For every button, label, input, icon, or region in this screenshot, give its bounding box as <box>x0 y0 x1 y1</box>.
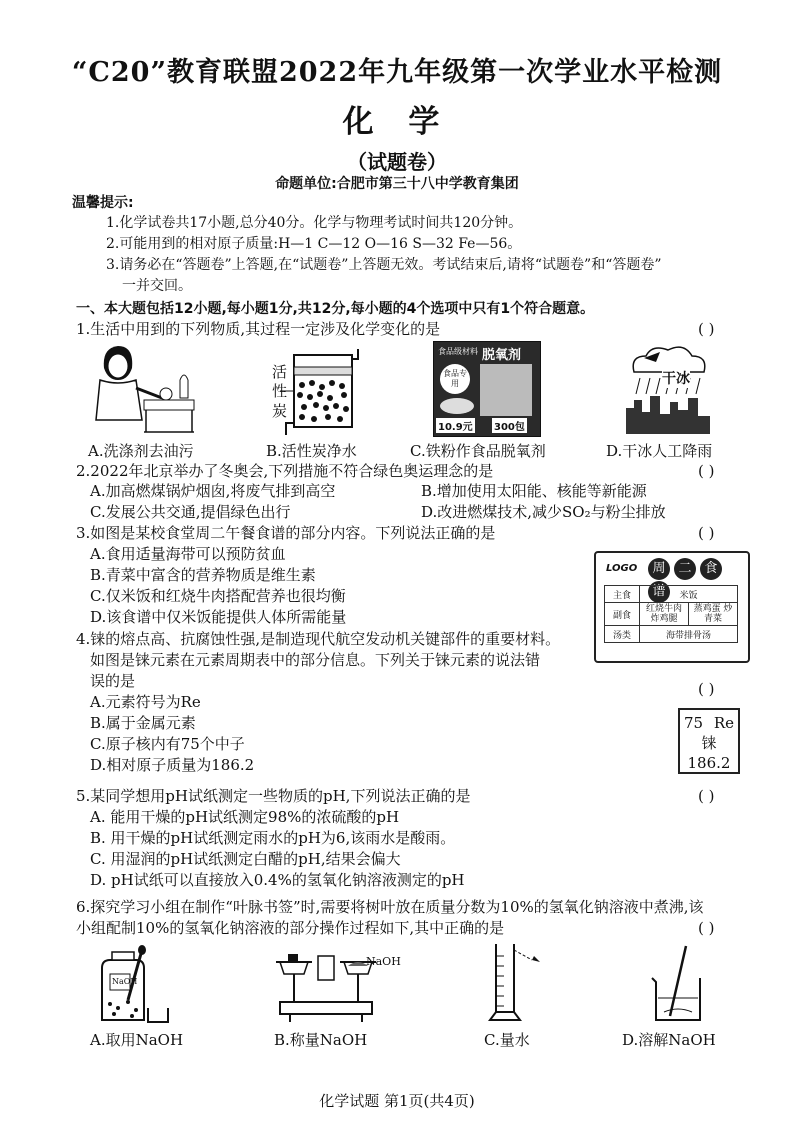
measuring-cylinder-figure <box>488 940 548 1026</box>
menu-cell: 蒸鸡蛋 炒青菜 <box>689 603 738 626</box>
q1-option: B.活性炭净水 <box>266 442 357 460</box>
paper-type: （试题卷） <box>347 150 447 174</box>
menu-row <box>605 626 738 643</box>
bottle-label: NaOH <box>112 977 138 986</box>
atomic-number: 75 <box>684 714 704 732</box>
q5-option: A. 能用干燥的pH试纸测定98%的浓硫酸的pH <box>90 808 400 826</box>
q4-stem: 误的是 <box>90 672 136 690</box>
q6-option: A.取用NaOH <box>90 1031 184 1049</box>
q4-stem: 如图是铼元素在元素周期表中的部分信息。下列关于铼元素的说法错 <box>90 651 541 669</box>
q1-option: A.洗涤剂去油污 <box>88 442 194 460</box>
menu-row <box>605 586 738 603</box>
q4-stem: 4.铼的熔点高、抗腐蚀性强,是制造现代航空发动机关键部件的重要材料。 <box>76 630 561 648</box>
menu-card <box>594 551 750 663</box>
q4-option: B.属于金属元素 <box>90 714 196 732</box>
section-heading: 一、本大题包括12小题,每小题1分,共12分,每小题的4个选项中只有1个符合题意。 <box>76 301 595 317</box>
answer-paren: ( ) <box>698 320 715 338</box>
q2-option: B.增加使用太阳能、核能等新能源 <box>421 482 647 500</box>
q6-option: C.量水 <box>484 1031 530 1049</box>
element-name: 铼 <box>701 734 717 752</box>
deoxidizer-packet <box>433 341 541 437</box>
balance-label: NaOH <box>366 955 401 968</box>
menu-cell: 副食 <box>605 603 640 626</box>
q1-option: C.铁粉作食品脱氧剂 <box>410 442 546 460</box>
answer-paren: ( ) <box>698 680 715 698</box>
answer-paren: ( ) <box>698 462 715 480</box>
q5-option: D. pH试纸可以直接放入0.4%的氢氧化钠溶液测定的pH <box>90 871 465 889</box>
answer-paren: ( ) <box>698 524 715 542</box>
page-footer: 化学试题 第1页(共4页) <box>319 1092 475 1110</box>
q4-option: C.原子核内有75个中子 <box>90 735 245 753</box>
element-symbol: Re <box>713 714 735 732</box>
tip-item: 1.化学试卷共17小题,总分40分。化学与物理考试时间共120分钟。 <box>106 215 523 231</box>
q6-stem: 小组配制10%的氢氧化钠溶液的部分操作过程如下,其中正确的是 <box>76 919 505 937</box>
packet-badge: 食品专用 <box>440 364 470 394</box>
answer-paren: ( ) <box>698 919 715 937</box>
q6-option: B.称量NaOH <box>274 1031 368 1049</box>
q1-option: D.干冰人工降雨 <box>606 442 713 460</box>
carbon-label: 活 <box>272 363 288 381</box>
menu-cell: 红烧牛肉 炸鸡腿 <box>640 603 689 626</box>
q5-option: C. 用湿润的pH试纸测定白醋的pH,结果会偏大 <box>90 850 401 868</box>
packet-name: 脱氧剂 <box>482 348 522 363</box>
washing-figure <box>84 340 202 435</box>
carbon-label: 性 <box>272 382 288 400</box>
dry-ice-rain-figure <box>626 342 710 434</box>
answer-paren: ( ) <box>698 787 715 805</box>
q2-option: C.发展公共交通,提倡绿色出行 <box>90 503 291 521</box>
menu-cell: 海带排骨汤 <box>640 626 738 643</box>
menu-title-char: 谱 <box>648 581 670 603</box>
menu-cell: 米饭 <box>640 586 738 603</box>
dry-ice-label: 干冰 <box>662 371 690 387</box>
q3-option: D.该食谱中仅米饭能提供人体所需能量 <box>90 608 347 626</box>
subject-title: 化 学 <box>342 104 452 140</box>
q4-option: D.相对原子质量为186.2 <box>90 756 255 774</box>
tip-item: 2.可能用到的相对原子质量:H—1 C—12 O—16 S—32 Fe—56。 <box>106 236 522 252</box>
q6-option: D.溶解NaOH <box>622 1031 716 1049</box>
q4-option: A.元素符号为Re <box>90 693 201 711</box>
packet-count: 300包 <box>492 418 527 433</box>
exam-title: “C20”教育联盟2022年九年级第一次学业水平检测 <box>71 57 723 88</box>
beaker-figure <box>648 942 712 1026</box>
element-card <box>678 708 740 774</box>
menu-title-char: 周 <box>648 558 670 580</box>
q2-option: A.加高燃煤锅炉烟囱,将废气排到高空 <box>90 482 336 500</box>
menu-title-char: 食 <box>700 558 722 580</box>
carbon-label: 炭 <box>272 402 288 420</box>
q5-stem: 5.某同学想用pH试纸测定一些物质的pH,下列说法正确的是 <box>76 787 471 805</box>
q3-stem: 3.如图是某校食堂周二午餐食谱的部分内容。下列说法正确的是 <box>76 524 496 542</box>
q3-option: C.仅米饭和红烧牛肉搭配营养也很均衡 <box>90 587 346 605</box>
menu-logo: LOGO <box>606 563 638 574</box>
menu-title-char: 二 <box>674 558 696 580</box>
atomic-mass: 186.2 <box>687 754 731 772</box>
menu-row <box>605 603 738 626</box>
q5-option: B. 用干燥的pH试纸测定雨水的pH为6,该雨水是酸雨。 <box>90 829 456 847</box>
tips-heading: 温馨提示: <box>72 195 134 211</box>
q1-stem: 1.生活中用到的下列物质,其过程一定涉及化学变化的是 <box>76 320 441 338</box>
q3-option: B.青菜中富含的营养物质是维生素 <box>90 566 316 584</box>
q6-stem: 6.探究学习小组在制作“叶脉书签”时,需要将树叶放在质量分数为10%的氢氧化钠溶液中煮沸,该 <box>76 898 704 916</box>
q2-option: D.改进燃煤技术,减少SO₂与粉尘排放 <box>421 503 666 521</box>
q3-option: A.食用适量海带可以预防贫血 <box>90 545 286 563</box>
menu-table <box>604 585 738 643</box>
packet-top-label: 食品级材料 <box>438 347 478 356</box>
tip-item: 3.请务必在“答题卷”上答题,在“试题卷”上答题无效。考试结束后,请将“试题卷”和“答题卷” <box>106 257 662 273</box>
menu-cell: 主食 <box>605 586 640 603</box>
authoring-unit: 命题单位:合肥市第三十八中学教育集团 <box>275 176 519 192</box>
menu-cell: 汤类 <box>605 626 640 643</box>
tip-item: 一并交回。 <box>122 278 192 294</box>
q2-stem: 2.2022年北京举办了冬奥会,下列措施不符合绿色奥运理念的是 <box>76 462 494 480</box>
packet-price: 10.9元 <box>436 418 475 433</box>
